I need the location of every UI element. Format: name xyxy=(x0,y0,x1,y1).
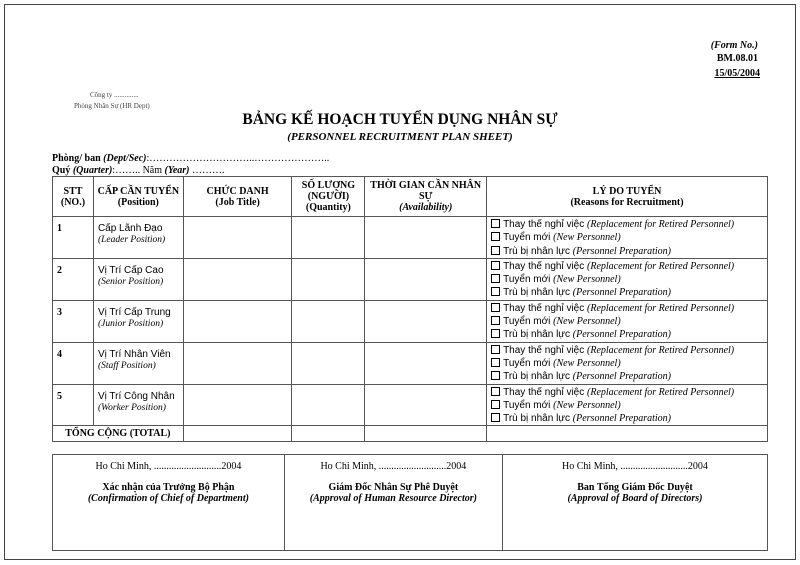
signature-role-en: (Approval of Human Resource Director) xyxy=(309,493,477,504)
checkbox[interactable] xyxy=(491,387,500,396)
checkbox[interactable] xyxy=(491,413,500,422)
form-date: 15/05/2004 xyxy=(714,68,760,79)
quarter-label: Quý xyxy=(52,165,71,176)
reason-replacement: Thay thế nghỉ việc (Replacement for Retired Personnel) xyxy=(491,344,767,357)
header-quantity: SỐ LƯỢNG (NGƯỜI) (Quantity) xyxy=(292,177,365,217)
availability-cell[interactable] xyxy=(365,217,487,259)
reason-preparation: Trù bị nhân lực (Personnel Preparation) xyxy=(491,370,767,383)
position-vi: Vị Trí Cấp Cao xyxy=(97,264,164,276)
reason-cell xyxy=(487,258,768,300)
reason-cell xyxy=(487,384,768,426)
row-position xyxy=(93,258,183,300)
header-reason: LÝ DO TUYỂN (Reasons for Recruitment) xyxy=(487,177,768,217)
total-label: TỔNG CỘNG (TOTAL) xyxy=(53,426,184,442)
header-job-title: CHỨC DANH (Job Title) xyxy=(183,177,292,217)
reason-preparation: Trù bị nhân lực (Personnel Preparation) xyxy=(491,412,767,425)
signature-role-en: (Approval of Board of Directors) xyxy=(567,493,703,504)
year-blank: ………. xyxy=(192,165,225,176)
total-job-title-cell[interactable] xyxy=(183,426,292,442)
signature-place-date: Ho Chi Minh, ...........................2004 xyxy=(320,461,467,472)
checkbox[interactable] xyxy=(491,246,500,255)
position-en: (Staff Position) xyxy=(97,360,156,371)
quantity-cell[interactable] xyxy=(292,342,365,384)
checkbox[interactable] xyxy=(491,232,500,241)
signature-table xyxy=(52,454,768,551)
reason-replacement: Thay thế nghỉ việc (Replacement for Retired Personnel) xyxy=(491,260,767,273)
company-name: Công ty .............. xyxy=(90,91,139,99)
header-position: CẤP CẦN TUYỂN (Position) xyxy=(93,177,183,217)
quarter-blank: :…….. Năm xyxy=(112,165,163,176)
availability-cell[interactable] xyxy=(365,384,487,426)
checkbox[interactable] xyxy=(491,358,500,367)
document-title: BẢNG KẾ HOẠCH TUYỂN DỤNG NHÂN SỰ xyxy=(242,111,558,128)
form-number-label: (Form No.) xyxy=(710,40,758,51)
year-label-en: (Year) xyxy=(164,165,190,176)
quantity-cell[interactable] xyxy=(292,258,365,300)
quarter-label-en: (Quarter) xyxy=(72,165,113,176)
position-vi: Cấp Lãnh Đạo xyxy=(97,223,163,234)
signature-role-en: (Confirmation of Chief of Department) xyxy=(87,493,249,504)
checkbox[interactable] xyxy=(491,345,500,354)
reason-new: Tuyển mới (New Personnel) xyxy=(491,231,767,244)
position-en: (Senior Position) xyxy=(97,276,164,287)
row-number: 5 xyxy=(53,384,94,426)
reason-preparation: Trù bị nhân lực (Personnel Preparation) xyxy=(491,286,767,299)
reason-cell xyxy=(487,217,768,259)
reason-new: Tuyển mới (New Personnel) xyxy=(491,399,767,412)
quarter-field[interactable] xyxy=(52,165,225,176)
position-vi: Vị Trí Công Nhân xyxy=(97,390,175,402)
total-quantity-cell[interactable] xyxy=(292,426,365,442)
checkbox[interactable] xyxy=(491,316,500,325)
job-title-cell[interactable] xyxy=(183,300,292,342)
reason-replacement: Thay thế nghỉ việc (Replacement for Retired Personnel) xyxy=(491,302,767,315)
reason-replacement: Thay thế nghỉ việc (Replacement for Retired Personnel) xyxy=(491,386,767,399)
row-position xyxy=(93,384,183,426)
row-number: 4 xyxy=(53,342,94,384)
checkbox[interactable] xyxy=(491,303,500,312)
signature-place-date: Ho Chi Minh, ...........................2004 xyxy=(562,461,708,472)
row-position xyxy=(93,300,183,342)
row-number: 1 xyxy=(53,217,94,259)
position-vi: Vị Trí Nhân Viên xyxy=(97,348,171,360)
job-title-cell[interactable] xyxy=(183,217,292,259)
row-number: 2 xyxy=(53,258,94,300)
reason-cell xyxy=(487,300,768,342)
signature-block xyxy=(502,455,767,551)
dept-blank: :…………………………..………………….. xyxy=(146,153,330,164)
signature-role: Xác nhận của Trưởng Bộ Phận xyxy=(102,482,235,493)
quantity-cell[interactable] xyxy=(292,384,365,426)
department-name: Phòng Nhân Sự (HR Dept) xyxy=(74,102,150,110)
quantity-cell[interactable] xyxy=(292,300,365,342)
position-vi: Vị Trí Cấp Trung xyxy=(97,306,171,318)
checkbox[interactable] xyxy=(491,261,500,270)
table-row xyxy=(53,217,768,259)
checkbox[interactable] xyxy=(491,274,500,283)
signature-role: Giám Đốc Nhân Sự Phê Duyệt xyxy=(328,482,459,493)
availability-cell[interactable] xyxy=(365,300,487,342)
header-no: STT (NO.) xyxy=(53,177,94,217)
document-subtitle: (PERSONNEL RECRUITMENT PLAN SHEET) xyxy=(287,131,513,143)
job-title-cell[interactable] xyxy=(183,384,292,426)
reason-new: Tuyển mới (New Personnel) xyxy=(491,357,767,370)
dept-label: Phòng/ ban xyxy=(52,153,101,164)
header-availability: THỜI GIAN CẦN NHÂN SỰ (Availability) xyxy=(365,177,487,217)
signature-block xyxy=(53,455,285,551)
form-code: BM.08.01 xyxy=(716,53,758,64)
reason-new: Tuyển mới (New Personnel) xyxy=(491,315,767,328)
row-position xyxy=(93,217,183,259)
table-row xyxy=(53,300,768,342)
checkbox[interactable] xyxy=(491,371,500,380)
reason-replacement: Thay thế nghỉ việc (Replacement for Retired Personnel) xyxy=(491,218,767,231)
position-en: (Worker Position) xyxy=(97,402,166,413)
job-title-cell[interactable] xyxy=(183,258,292,300)
total-row xyxy=(53,426,768,442)
job-title-cell[interactable] xyxy=(183,342,292,384)
checkbox[interactable] xyxy=(491,329,500,338)
checkbox[interactable] xyxy=(491,219,500,228)
row-number: 3 xyxy=(53,300,94,342)
checkbox[interactable] xyxy=(491,400,500,409)
signature-block xyxy=(284,455,502,551)
dept-field[interactable] xyxy=(52,153,329,164)
table-row xyxy=(53,384,768,426)
signature-role: Ban Tổng Giám Đốc Duyệt xyxy=(577,482,693,493)
dept-label-en: (Dept/Sec) xyxy=(103,153,147,164)
recruitment-table xyxy=(52,176,768,442)
reason-new: Tuyển mới (New Personnel) xyxy=(491,273,767,286)
table-header-row xyxy=(53,177,768,217)
row-position xyxy=(93,342,183,384)
reason-preparation: Trù bị nhân lực (Personnel Preparation) xyxy=(491,245,767,258)
total-availability-cell[interactable] xyxy=(365,426,487,442)
checkbox[interactable] xyxy=(491,287,500,296)
position-en: (Leader Position) xyxy=(97,235,166,245)
quantity-cell[interactable] xyxy=(292,217,365,259)
table-row xyxy=(53,258,768,300)
total-reason-cell xyxy=(487,426,768,442)
position-en: (Junior Position) xyxy=(97,318,164,329)
signature-place-date: Ho Chi Minh, ...........................2004 xyxy=(95,461,242,472)
reason-preparation: Trù bị nhân lực (Personnel Preparation) xyxy=(491,328,767,341)
table-row xyxy=(53,342,768,384)
reason-cell xyxy=(487,342,768,384)
availability-cell[interactable] xyxy=(365,342,487,384)
availability-cell[interactable] xyxy=(365,258,487,300)
